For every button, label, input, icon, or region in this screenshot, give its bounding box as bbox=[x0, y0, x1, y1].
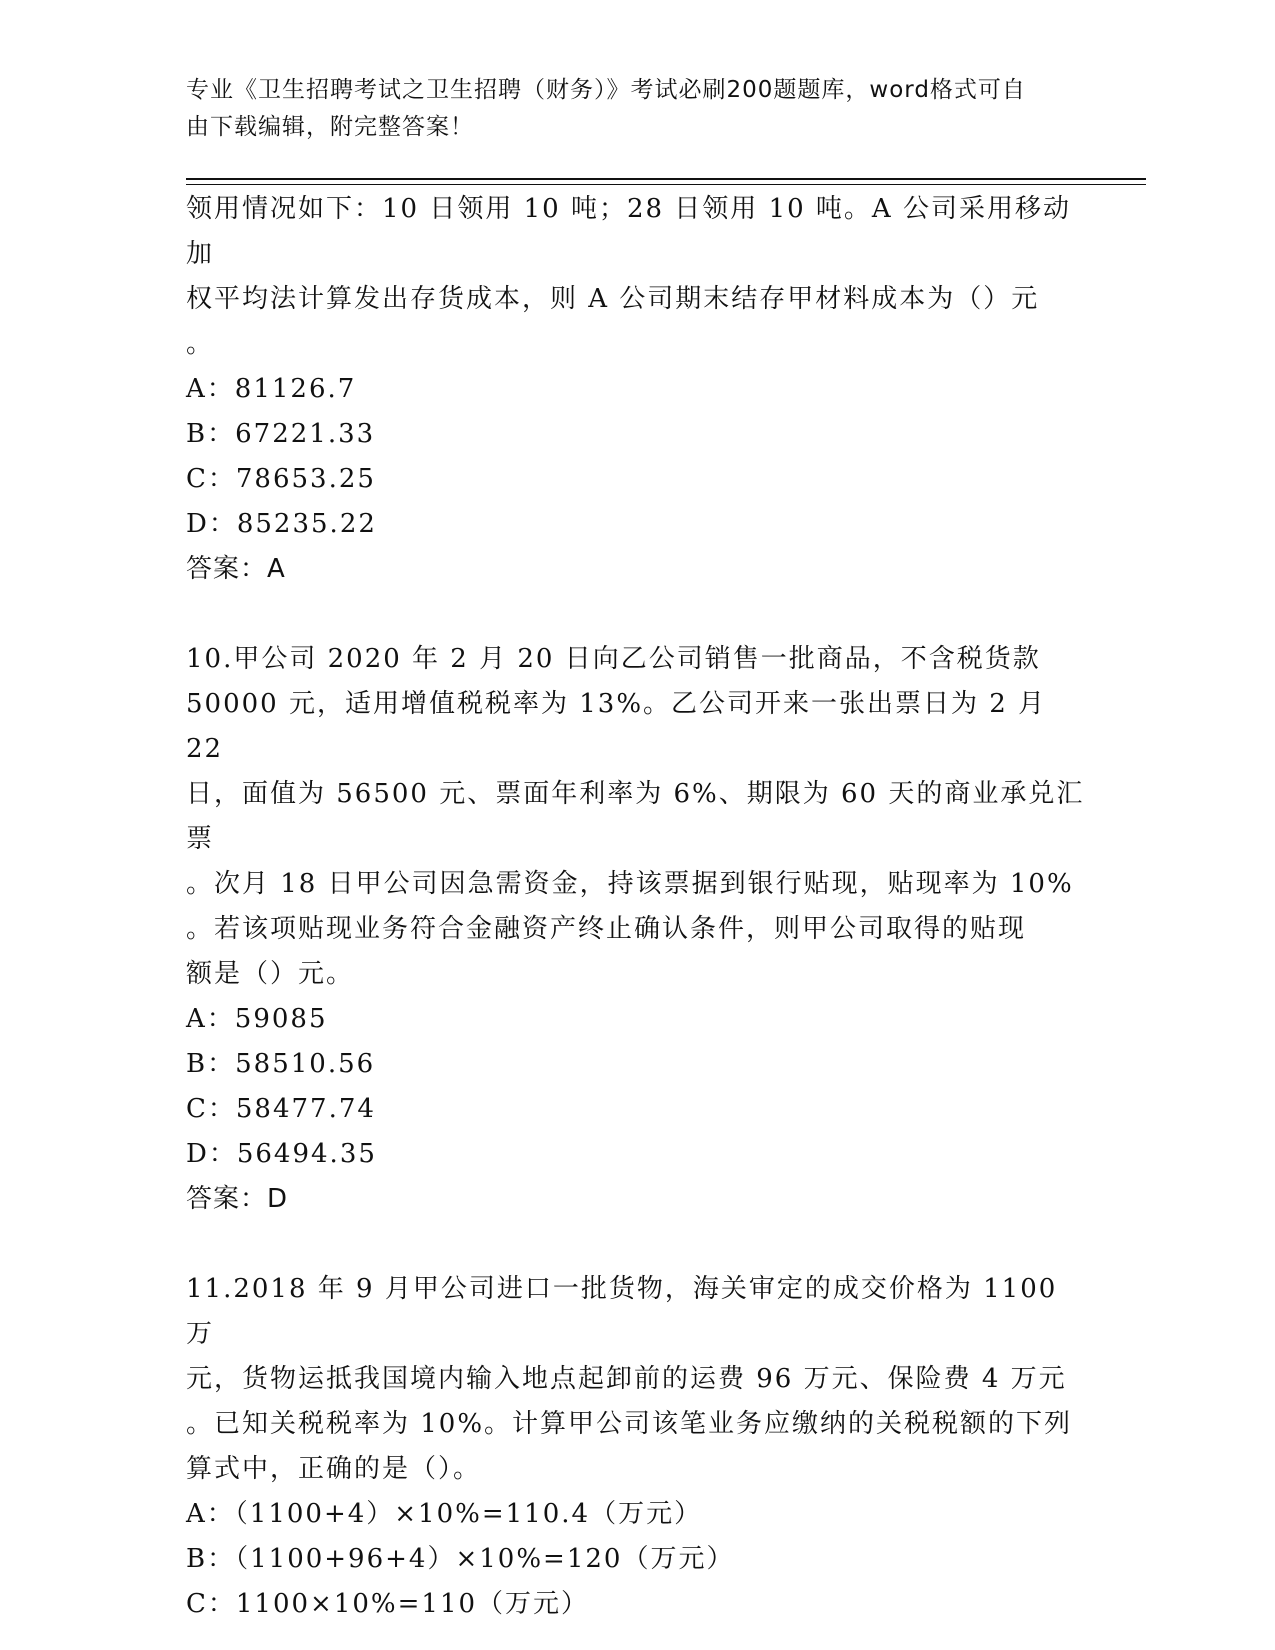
question-text-line: 。已知关税税率为 10%。计算甲公司该笔业务应缴纳的关税税额的下列 bbox=[186, 1409, 1073, 1439]
question-text-line: 。次月 18 日甲公司因急需资金，持该票据到银行贴现，贴现率为 10% bbox=[186, 869, 1074, 899]
option-d: D：56494.35 bbox=[186, 1139, 377, 1169]
option-a: A：59085 bbox=[186, 1004, 328, 1034]
question-10 bbox=[186, 637, 1086, 1222]
document-body bbox=[186, 187, 1086, 1627]
option-a: A：81126.7 bbox=[186, 374, 357, 404]
question-text-line: 。 bbox=[186, 329, 215, 359]
question-text-line: 50000 元，适用增值税税率为 13%。乙公司开来一张出票日为 2 月 22 bbox=[186, 689, 1047, 764]
question-text-line: 权平均法计算发出存货成本，则 A 公司期末结存甲材料成本为（）元 bbox=[186, 284, 1040, 314]
question-text-line: 领用情况如下：10 日领用 10 吨；28 日领用 10 吨。A 公司采用移动加 bbox=[186, 194, 1071, 269]
question-text-line: 。若该项贴现业务符合金融资产终止确认条件，则甲公司取得的贴现 bbox=[186, 914, 1027, 944]
option-c: C：58477.74 bbox=[186, 1094, 376, 1124]
header-line-1: 专业《卫生招聘考试之卫生招聘（财务）》考试必刷200题题库，word格式可自 bbox=[186, 77, 1026, 103]
question-text-line: 额是（）元。 bbox=[186, 959, 355, 989]
question-text-line: 11.2018 年 9 月甲公司进口一批货物，海关审定的成交价格为 1100 万 bbox=[186, 1274, 1058, 1349]
option-d: D：85235.22 bbox=[186, 509, 377, 539]
option-b: B：58510.56 bbox=[186, 1049, 376, 1079]
question-9 bbox=[186, 187, 1086, 592]
option-b: B：（1100+96+4）×10%=120（万元） bbox=[186, 1544, 735, 1574]
answer: 答案：D bbox=[186, 1184, 289, 1214]
question-text-line: 10.甲公司 2020 年 2 月 20 日向乙公司销售一批商品，不含税货款 bbox=[186, 644, 1041, 674]
option-c: C：78653.25 bbox=[186, 464, 376, 494]
question-text-line: 元，货物运抵我国境内输入地点起卸前的运费 96 万元、保险费 4 万元 bbox=[186, 1364, 1067, 1394]
option-b: B：67221.33 bbox=[186, 419, 376, 449]
page-header bbox=[186, 72, 1066, 146]
header-divider-thick bbox=[186, 178, 1146, 180]
option-a: A：（1100+4）×10%=110.4（万元） bbox=[186, 1499, 703, 1529]
question-text-line: 日，面值为 56500 元、票面年利率为 6%、期限为 60 天的商业承兑汇票 bbox=[186, 779, 1085, 854]
answer: 答案：A bbox=[186, 554, 286, 584]
header-divider-thin bbox=[186, 184, 1146, 185]
question-11 bbox=[186, 1267, 1086, 1627]
question-text-line: 算式中，正确的是（）。 bbox=[186, 1454, 482, 1484]
header-line-2: 由下载编辑，附完整答案！ bbox=[186, 114, 474, 140]
option-c: C：1100×10%=110（万元） bbox=[186, 1589, 590, 1619]
